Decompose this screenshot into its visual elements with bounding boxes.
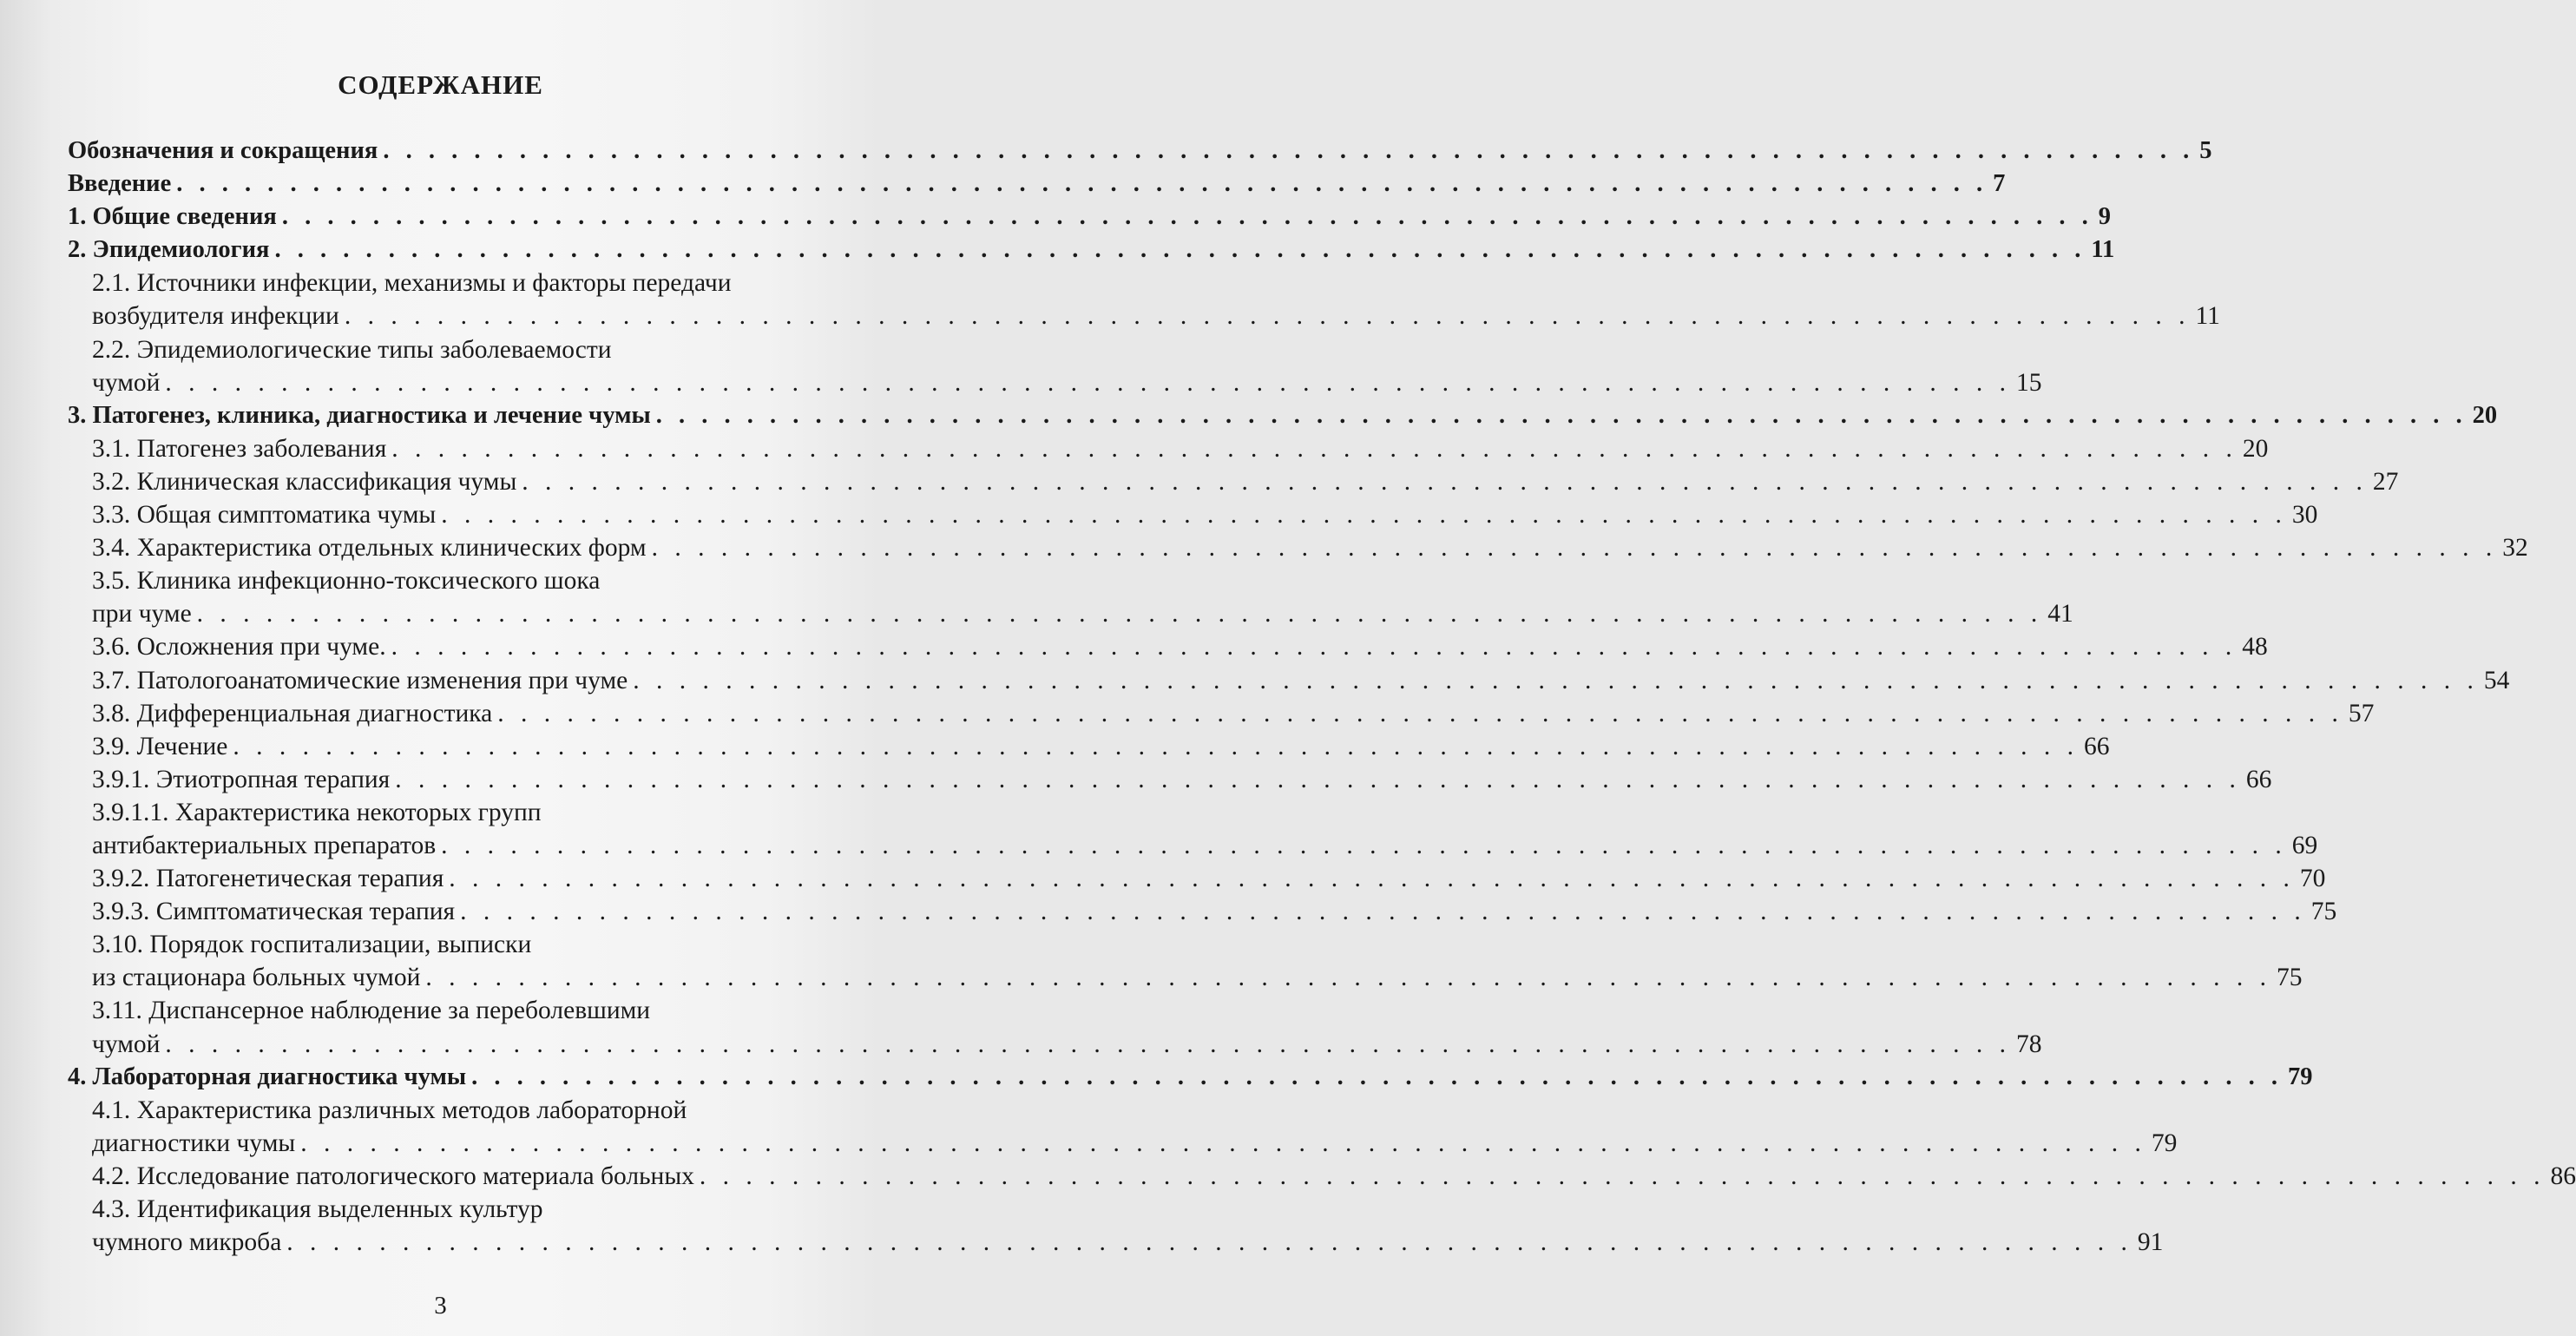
toc-entry: [68, 796, 2318, 862]
toc-entry: [68, 1160, 2576, 1193]
toc-entry-page: 79: [2288, 1063, 2313, 1090]
toc-entry-row: [92, 366, 2042, 399]
toc-entry: [68, 267, 2220, 332]
toc-entry-row: [92, 730, 2110, 763]
toc-entry-title-line: 2.2. Эпидемиологические типы заболеваемости: [92, 335, 612, 364]
toc-entry-row: [92, 432, 2269, 465]
toc-entry: [68, 895, 2337, 928]
toc-entry-page: 15: [2016, 368, 2042, 397]
toc-entry-title-line: 4.1. Характеристика различных методов лабораторной: [92, 1096, 687, 1124]
toc-entry-page: 69: [2291, 831, 2318, 859]
toc-entry-title: антибактериальных препаратов: [92, 831, 437, 859]
toc-entry: [68, 730, 2110, 763]
dot-leader: . . . . . . . . . . . . . . . . . . . . . . . . . . . . . . . . . . . . . . . . . . . . . . . . . . . . . . . . . . . . . . . . . . . . . . . . . . . . . . . .: [300, 1129, 2146, 1157]
toc-entry-page: 20: [2472, 401, 2498, 429]
toc-entry-title: 3.8. Дифференциальная диагностика: [92, 699, 493, 727]
toc-entry-title: чумой: [92, 1030, 161, 1058]
toc-entry-row: [92, 664, 2510, 697]
toc-entry-title: 3.3. Общая симптоматика чумы: [92, 501, 437, 530]
toc-entry-title: чумного микроба: [92, 1228, 282, 1257]
toc-entry-title-line: 4.3. Идентификация выделенных культур: [92, 1195, 543, 1223]
toc-entry-row: [92, 498, 2318, 531]
toc-entry: [68, 399, 2498, 432]
toc-entry-page: 54: [2483, 666, 2510, 694]
dot-leader: . . . . . . . . . . . . . . . . . . . . . . . . . . . . . . . . . . . . . . . . . . . . . . . . . . . . . . . . . . . . . . . . . . . . . . . . . . . . . . . .: [651, 534, 2498, 563]
toc-entry-page: 66: [2245, 765, 2272, 793]
dot-leader: . . . . . . . . . . . . . . . . . . . . . . . . . . . . . . . . . . . . . . . . . . . . . . . . . . . . . . . . . . . . . . . . . . . . . . . . . . . . . . . .: [497, 699, 2343, 727]
toc-entry-title: 3.9.1. Этиотропная терапия: [92, 765, 391, 793]
dot-leader: . . . . . . . . . . . . . . . . . . . . . . . . . . . . . . . . . . . . . . . . . . . . . . . . . . . . . . . . . . . . . . . . . . . . . . . . . . . . . . . .: [165, 1030, 2012, 1058]
page-number: 3: [434, 1292, 447, 1320]
toc-entry-page: 30: [2291, 501, 2318, 530]
dot-leader: . . . . . . . . . . . . . . . . . . . . . . . . . . . . . . . . . . . . . . . . . . . . . . . . . . . . . . . . . . . . . . . . . . . . . . . . . . . . . . . .: [471, 1063, 2284, 1090]
toc-entry-row: [68, 168, 2006, 201]
toc-entry-page: 5: [2199, 137, 2212, 164]
toc-entry-title: Введение: [68, 170, 172, 198]
toc-entry-page: 11: [2195, 302, 2220, 331]
dot-leader: . . . . . . . . . . . . . . . . . . . . . . . . . . . . . . . . . . . . . . . . . . . . . . . . . . . . . . . . . . . . . . . . . . . . . . . . . . . . . . . .: [286, 1228, 2132, 1257]
toc-entry-row: [92, 1028, 2042, 1061]
dot-leader: . . . . . . . . . . . . . . . . . . . . . . . . . . . . . . . . . . . . . . . . . . . . . . . . . . . . . . . . . . . . . . . . . . . . . . . . . . . . . . . .: [344, 302, 2191, 331]
dot-leader: . . . . . . . . . . . . . . . . . . . . . . . . . . . . . . . . . . . . . . . . . . . . . . . . . . . . . . . . . . . . . . . . . . . . . . . . . . . . . . . .: [391, 633, 2238, 661]
toc-entry: [68, 862, 2326, 895]
dot-leader: . . . . . . . . . . . . . . . . . . . . . . . . . . . . . . . . . . . . . . . . . . . . . . . . . . . . . . . . . . . . . . . . . . . . . . . . . . . . . . . .: [522, 467, 2368, 496]
toc-entry: [68, 333, 2042, 399]
toc-entry-row: [92, 1160, 2576, 1193]
toc-entry: [68, 564, 2073, 630]
toc-entry-title: при чуме: [92, 600, 192, 629]
toc-entry-row: [92, 630, 2268, 663]
toc-entry-title: возбудителя инфекции: [92, 302, 339, 331]
toc-entry: [68, 763, 2272, 796]
toc-entry-row: [68, 201, 2111, 234]
toc-entry-row: [92, 1226, 2164, 1259]
toc-entry-title: диагностики чумы: [92, 1129, 296, 1157]
dot-leader: . . . . . . . . . . . . . . . . . . . . . . . . . . . . . . . . . . . . . . . . . . . . . . . . . . . . . . . . . . . . . . . . . . . . . . . . . . . . . . . .: [281, 203, 2093, 231]
toc-entry-row: [92, 1127, 2178, 1160]
toc-entry-page: 11: [2091, 236, 2115, 264]
toc-entry-page: 57: [2348, 699, 2375, 727]
table-of-contents: [68, 135, 2576, 1259]
dot-leader: . . . . . . . . . . . . . . . . . . . . . . . . . . . . . . . . . . . . . . . . . . . . . . . . . . . . . . . . . . . . . . . . . . . . . . . . . . . . . . . .: [633, 666, 2479, 694]
toc-entry: [68, 201, 2111, 234]
toc-entry-page: 41: [2047, 600, 2073, 629]
dot-leader: . . . . . . . . . . . . . . . . . . . . . . . . . . . . . . . . . . . . . . . . . . . . . . . . . . . . . . . . . . . . . . . . . . . . . . . . . . . . . . . .: [165, 368, 2012, 397]
toc-entry-title: чумой: [92, 368, 161, 397]
toc-entry: [68, 630, 2268, 663]
toc-entry: [68, 465, 2399, 498]
dot-leader: . . . . . . . . . . . . . . . . . . . . . . . . . . . . . . . . . . . . . . . . . . . . . . . . . . . . . . . . . . . . . . . . . . . . . . . . . . . . . . . .: [655, 401, 2468, 429]
toc-entry: [68, 234, 2115, 267]
toc-entry-row: [92, 465, 2399, 498]
toc-entry: [68, 697, 2375, 730]
toc-entry-row: [92, 763, 2272, 796]
toc-entry: [68, 531, 2528, 564]
toc-entry-row: [68, 135, 2212, 168]
toc-entry-page: 91: [2137, 1228, 2164, 1257]
toc-entry-page: 86: [2550, 1162, 2576, 1190]
toc-entry-title: 3.9. Лечение: [92, 732, 228, 760]
toc-entry-page: 27: [2372, 467, 2399, 496]
toc-entry-title: 4. Лабораторная диагностика чумы: [68, 1063, 467, 1090]
toc-entry-row: [68, 234, 2115, 267]
toc-entry-page: 75: [2276, 964, 2303, 992]
toc-entry-row: [68, 399, 2498, 432]
dot-leader: . . . . . . . . . . . . . . . . . . . . . . . . . . . . . . . . . . . . . . . . . . . . . . . . . . . . . . . . . . . . . . . . . . . . . . . . . . . . . . . .: [274, 236, 2086, 264]
toc-entry-row: [92, 299, 2220, 332]
dot-leader: . . . . . . . . . . . . . . . . . . . . . . . . . . . . . . . . . . . . . . . . . . . . . . . . . . . . . . . . . . . . . . . . . . . . . . . . . . . . . . . .: [395, 765, 2241, 793]
toc-entry-title: 3. Патогенез, клиника, диагностика и лечение чумы: [68, 401, 651, 429]
toc-entry-row: [92, 597, 2073, 630]
toc-entry: [68, 994, 2042, 1060]
toc-entry-title: 2. Эпидемиология: [68, 236, 270, 264]
dot-leader: . . . . . . . . . . . . . . . . . . . . . . . . . . . . . . . . . . . . . . . . . . . . . . . . . . . . . . . . . . . . . . . . . . . . . . . . . . . . . . . .: [449, 865, 2295, 893]
toc-entry-page: 79: [2151, 1129, 2178, 1157]
dot-leader: . . . . . . . . . . . . . . . . . . . . . . . . . . . . . . . . . . . . . . . . . . . . . . . . . . . . . . . . . . . . . . . . . . . . . . . . . . . . . . . .: [196, 600, 2043, 629]
page-title: СОДЕРЖАНИЕ: [338, 69, 543, 100]
toc-entry: [68, 1061, 2313, 1094]
toc-entry-row: [68, 1061, 2313, 1094]
toc-entry-page: 70: [2299, 865, 2326, 893]
toc-entry-title: 3.9.3. Симптоматическая терапия: [92, 898, 456, 926]
toc-entry-row: [92, 895, 2337, 928]
toc-entry-title: Обозначения и сокращения: [68, 137, 378, 164]
toc-entry-title-line: 3.10. Порядок госпитализации, выписки: [92, 931, 532, 959]
dot-leader: . . . . . . . . . . . . . . . . . . . . . . . . . . . . . . . . . . . . . . . . . . . . . . . . . . . . . . . . . . . . . . . . . . . . . . . . . . . . . . . .: [460, 898, 2306, 926]
toc-entry-title: 3.9.2. Патогенетическая терапия: [92, 865, 444, 893]
toc-entry-title: 3.1. Патогенез заболевания: [92, 434, 387, 463]
dot-leader: . . . . . . . . . . . . . . . . . . . . . . . . . . . . . . . . . . . . . . . . . . . . . . . . . . . . . . . . . . . . . . . . . . . . . . . . . . . . . . . .: [383, 137, 2195, 164]
toc-entry-page: 78: [2016, 1030, 2042, 1058]
toc-entry-title-line: 3.9.1.1. Характеристика некоторых групп: [92, 798, 542, 826]
toc-entry-title-line: 3.5. Клиника инфекционно-токсического шока: [92, 567, 601, 596]
toc-entry-page: 7: [1993, 170, 2006, 198]
toc-entry: [68, 498, 2318, 531]
toc-entry: [68, 432, 2269, 465]
toc-entry-title-line: 2.1. Источники инфекции, механизмы и факторы передачи: [92, 269, 732, 298]
toc-entry-title: из стационара больных чумой: [92, 964, 421, 992]
toc-entry-page: 32: [2502, 534, 2528, 563]
toc-entry: [68, 928, 2303, 994]
toc-entry-row: [92, 862, 2326, 895]
toc-entry-page: 9: [2098, 203, 2111, 231]
toc-entry-page: 75: [2310, 898, 2337, 926]
toc-entry-title-line: 3.11. Диспансерное наблюдение за переболевшими: [92, 997, 651, 1025]
toc-entry: [68, 1193, 2164, 1259]
toc-entry: [68, 1094, 2178, 1160]
dot-leader: . . . . . . . . . . . . . . . . . . . . . . . . . . . . . . . . . . . . . . . . . . . . . . . . . . . . . . . . . . . . . . . . . . . . . . . . . . . . . . . .: [699, 1162, 2546, 1190]
dot-leader: . . . . . . . . . . . . . . . . . . . . . . . . . . . . . . . . . . . . . . . . . . . . . . . . . . . . . . . . . . . . . . . . . . . . . . . . . . . . . . . .: [233, 732, 2080, 760]
toc-entry-row: [92, 697, 2375, 730]
toc-entry-title: 3.7. Патологоанатомические изменения при чуме: [92, 666, 628, 694]
toc-entry-title: 3.4. Характеристика отдельных клинических форм: [92, 534, 647, 563]
toc-entry-page: 66: [2084, 732, 2110, 760]
toc-entry-page: 20: [2242, 434, 2269, 463]
toc-entry: [68, 135, 2212, 168]
toc-entry-title: 4.2. Исследование патологического материала больных: [92, 1162, 694, 1190]
toc-entry-title: 3.6. Осложнения при чуме.: [92, 633, 386, 661]
toc-entry-row: [92, 531, 2528, 564]
toc-entry-row: [92, 961, 2303, 994]
dot-leader: . . . . . . . . . . . . . . . . . . . . . . . . . . . . . . . . . . . . . . . . . . . . . . . . . . . . . . . . . . . . . . . . . . . . . . . . . . . . . . . .: [391, 434, 2238, 463]
dot-leader: . . . . . . . . . . . . . . . . . . . . . . . . . . . . . . . . . . . . . . . . . . . . . . . . . . . . . . . . . . . . . . . . . . . . . . . . . . . . . . . .: [176, 170, 1988, 198]
toc-entry-page: 48: [2242, 633, 2268, 661]
toc-entry-row: [92, 829, 2318, 862]
dot-leader: . . . . . . . . . . . . . . . . . . . . . . . . . . . . . . . . . . . . . . . . . . . . . . . . . . . . . . . . . . . . . . . . . . . . . . . . . . . . . . . .: [441, 831, 2287, 859]
toc-entry: [68, 168, 2006, 201]
dot-leader: . . . . . . . . . . . . . . . . . . . . . . . . . . . . . . . . . . . . . . . . . . . . . . . . . . . . . . . . . . . . . . . . . . . . . . . . . . . . . . . .: [441, 501, 2287, 530]
toc-entry-title: 3.2. Клиническая классификация чумы: [92, 467, 517, 496]
dot-leader: . . . . . . . . . . . . . . . . . . . . . . . . . . . . . . . . . . . . . . . . . . . . . . . . . . . . . . . . . . . . . . . . . . . . . . . . . . . . . . . .: [425, 964, 2271, 992]
toc-entry: [68, 664, 2510, 697]
toc-entry-title: 1. Общие сведения: [68, 203, 277, 231]
